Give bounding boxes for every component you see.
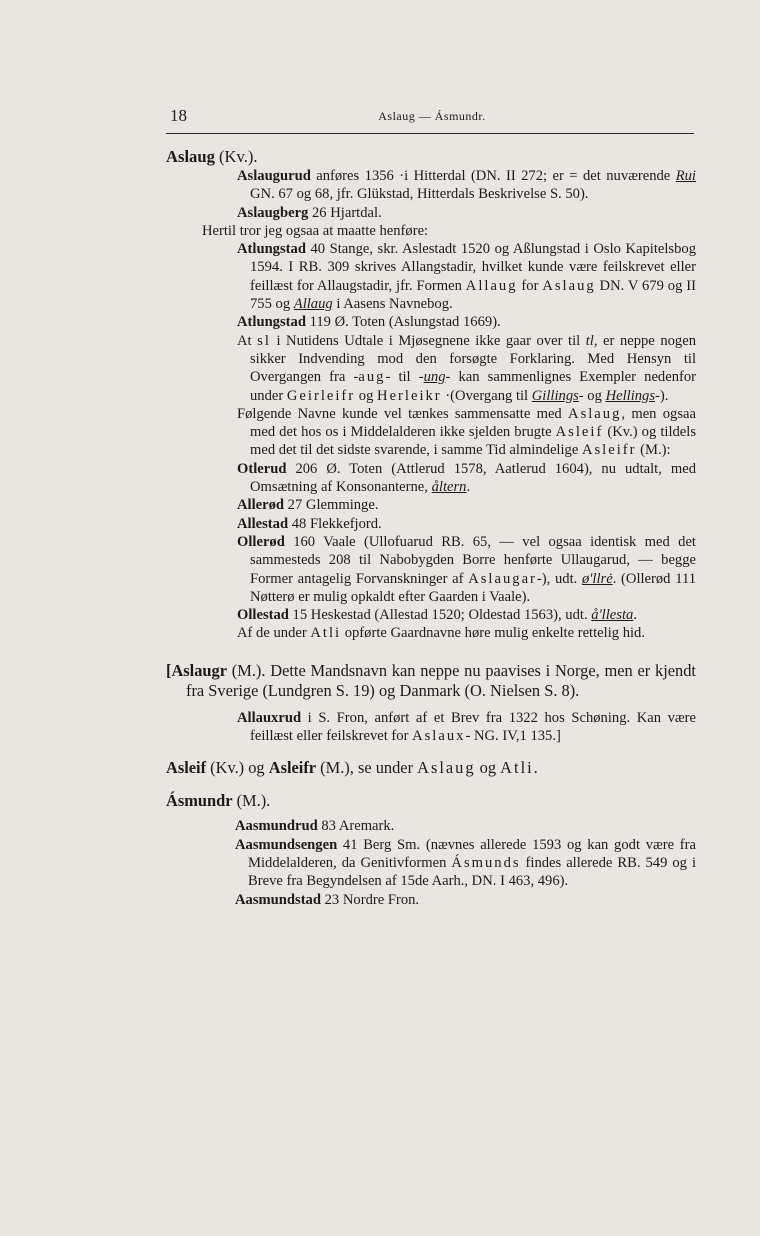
page-number: 18: [170, 106, 187, 125]
entry-allerod: Allerød 27 Glemminge.: [237, 497, 379, 514]
entry-aslaugurud: Aslaugurud anføres 1356 ·i Hitterdal (DN. II 272; er = det nuværende Rui GN. 67 og 68, jfr. Glükstad, Hitterdals Beskrivelse S. 50).: [237, 168, 696, 203]
entry-ollestad: Ollestad 15 Heskestad (Allestad 1520; Oldestad 1563), udt. å'llesta.: [237, 607, 637, 624]
note-folgende: Følgende Navne kunde vel tænkes sammensatte med Aslaug, men ogsaa med det hos os i Middelalderen ikke sjelden brugte Asleif (Kv.) og tildels med det til det sidste svarende, i samme Tid almindelige Asleifr (M.):: [237, 405, 697, 459]
entry-aslaugberg: Aslaugberg 26 Hjartdal.: [237, 204, 382, 221]
entry-atlungstad-toten: Atlungstad 119 Ø. Toten (Aslungstad 1669).: [237, 314, 501, 331]
asmundr-section: [166, 817, 696, 908]
section-aslaugr: [Aslaugr (M.). Dette Mandsnavn kan neppe nu paavises i Norge, men er kjendt fra Sverige (Lundgren S. 19) og Danmark (O. Nielsen S. 8).: [166, 660, 696, 700]
entry-aasmundrud: Aasmundrud 83 Aremark.: [235, 818, 395, 835]
section-asmundr: Ásmundr (M.).: [166, 791, 271, 811]
aslaug-section: [166, 167, 696, 643]
entry-ollerod: Ollerød 160 Vaale (Ullofuarud RB. 65, — vel ogsaa identisk med det sammesteds 208 til Nabobygden Borre henførte Ullaugarud, — begge Former antagelig Forvanskninger af Aslaugar-), udt. ø'llrė. (Ollerød 111 Nøtterø er mulig opkaldt efter Gaarden i Vaale).: [237, 533, 696, 605]
page-header: [170, 106, 694, 128]
header-rule: [166, 133, 694, 134]
headword-aslaug: Aslaug (Kv.).: [166, 147, 258, 166]
running-title: Aslaug — Ásmundr.: [378, 109, 486, 123]
entry-otlerud: Otlerud 206 Ø. Toten (Attlerud 1578, Aatlerud 1604), nu udtalt, med Omsætning af Konsonanterne, åltern.: [237, 460, 696, 496]
page-body: [166, 147, 696, 909]
entry-allestad: Allestad 48 Flekkefjord.: [237, 515, 382, 532]
aslaugr-section: [166, 709, 696, 746]
entry-aasmundstad: Aasmundstad 23 Nordre Fron.: [235, 891, 420, 908]
note-hertil: Hertil tror jeg ogsaa at maatte henføre:: [202, 222, 429, 239]
section-asleif: Asleif (Kv.) og Asleifr (M.), se under Aslaug og Atli.: [166, 758, 538, 778]
entry-atlungstad-stange: Atlungstad 40 Stange, skr. Aslestadt 1520 og Aßlungstad i Oslo Kapitelsbog 1594. I RB. 309 skrives Allangstadir, hvilket kunde være feilskrevet eller feillæst for Allaugstadir, jfr. Formen Allaug for Aslaug DN. V 679 og II 755 og Allaug i Aasens Navnebog.: [237, 241, 696, 313]
note-af-de: Af de under Atli opførte Gaardnavne høre mulig enkelte rettelig hid.: [237, 625, 645, 642]
entry-aasmundsengen: Aasmundsengen 41 Berg Sm. (nævnes allerede 1593 og kan godt være fra Middelalderen, da Genitivformen Ásmunds findes allerede RB. 549 og i Breve fra Begyndelsen af 15de Aarh., DN. I 463, 496).: [235, 836, 697, 890]
note-at-sl: At sl i Nutidens Udtale i Mjøsegnene ikke gaar over til tl, er neppe nogen sikker Indvending mod den forsøgte Forklaring. Med Hensyn til Overgangen fra -aug- til -ung- kan sammenlignes Exempler nedenfor under Geirleifr og Herleikr ·(Overgang til Gillings- og Hellings-).: [237, 332, 697, 404]
entry-allauxrud: Allauxrud i S. Fron, anført af et Brev fra 1322 hos Schøning. Kan være feillæst eller feilskrevet for Aslaux- NG. IV,1 135.]: [237, 709, 696, 745]
